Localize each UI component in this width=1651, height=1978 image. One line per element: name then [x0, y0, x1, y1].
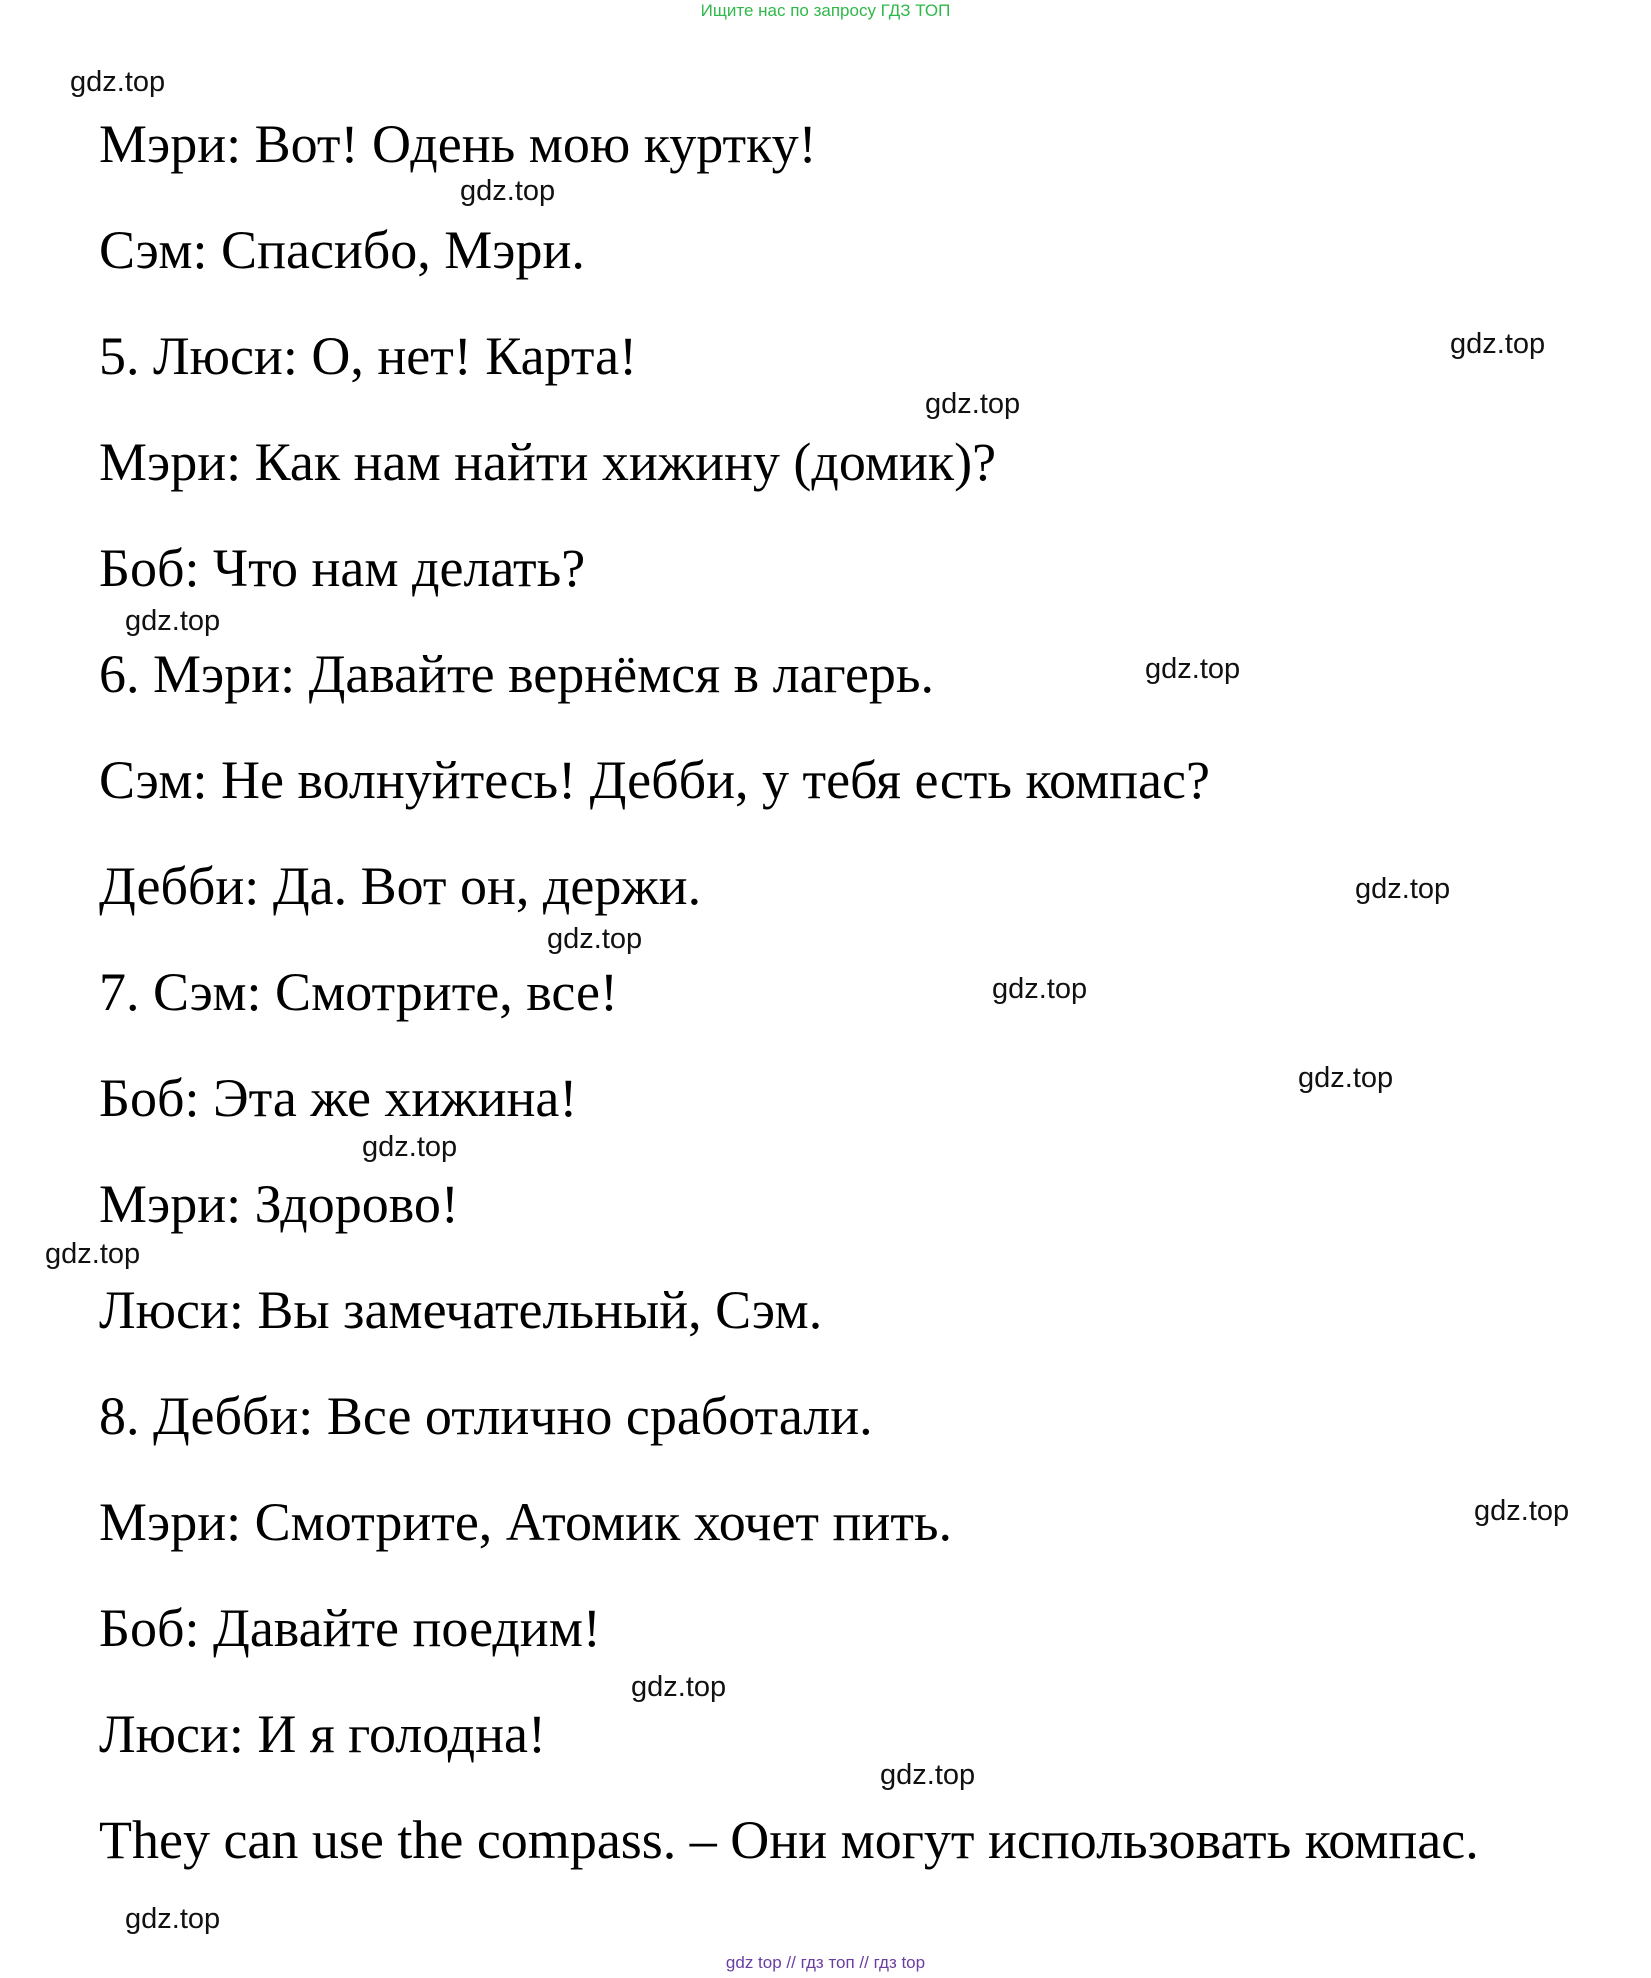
dialogue-line-14: Мэри: Смотрите, Атомик хочет пить.: [99, 1492, 953, 1552]
watermark: gdz.top: [125, 1903, 221, 1935]
answer-line: They can use the compass. – Они могут использовать компас.: [99, 1810, 1479, 1870]
watermark: gdz.top: [992, 973, 1088, 1005]
dialogue-line-7: Сэм: Не волнуйтесь! Дебби, у тебя есть компас?: [99, 750, 1210, 810]
dialogue-line-8: Дебби: Да. Вот он, держи.: [99, 856, 702, 916]
watermark: gdz.top: [70, 66, 166, 98]
dialogue-line-15: Боб: Давайте поедим!: [99, 1598, 601, 1658]
watermark: gdz.top: [880, 1759, 976, 1791]
watermark: gdz.top: [45, 1238, 141, 1270]
dialogue-line-1: Мэри: Вот! Одень мою куртку!: [99, 114, 817, 174]
dialogue-line-9: 7. Сэм: Смотрите, все!: [99, 962, 619, 1022]
watermark: gdz.top: [925, 388, 1021, 420]
dialogue-line-13: 8. Дебби: Все отлично сработали.: [99, 1386, 873, 1446]
dialogue-line-4: Мэри: Как нам найти хижину (домик)?: [99, 432, 997, 492]
dialogue-line-10: Боб: Эта же хижина!: [99, 1068, 578, 1128]
dialogue-line-11: Мэри: Здорово!: [99, 1174, 459, 1234]
dialogue-line-5: Боб: Что нам делать?: [99, 538, 586, 598]
dialogue-line-16: Люси: И я голодна!: [99, 1704, 546, 1764]
watermark: gdz.top: [1355, 873, 1451, 905]
watermark: gdz.top: [362, 1131, 458, 1163]
watermark: gdz.top: [460, 175, 556, 207]
top-banner[interactable]: Ищите нас по запросу ГДЗ ТОП: [700, 1, 951, 20]
watermark: gdz.top: [125, 605, 221, 637]
watermark: gdz.top: [1474, 1495, 1570, 1527]
dialogue-line-6: 6. Мэри: Давайте вернёмся в лагерь.: [99, 644, 935, 704]
watermark: gdz.top: [1298, 1062, 1394, 1094]
dialogue-line-12: Люси: Вы замечательный, Сэм.: [99, 1280, 823, 1340]
watermark: gdz.top: [1450, 328, 1546, 360]
footer-links[interactable]: gdz top // гдз топ // гдз top: [725, 1953, 926, 1972]
dialogue-line-2: Сэм: Спасибо, Мэри.: [99, 220, 585, 280]
watermark: gdz.top: [631, 1671, 727, 1703]
watermark: gdz.top: [547, 923, 643, 955]
watermark: gdz.top: [1145, 653, 1241, 685]
dialogue-line-3: 5. Люси: О, нет! Карта!: [99, 326, 638, 386]
